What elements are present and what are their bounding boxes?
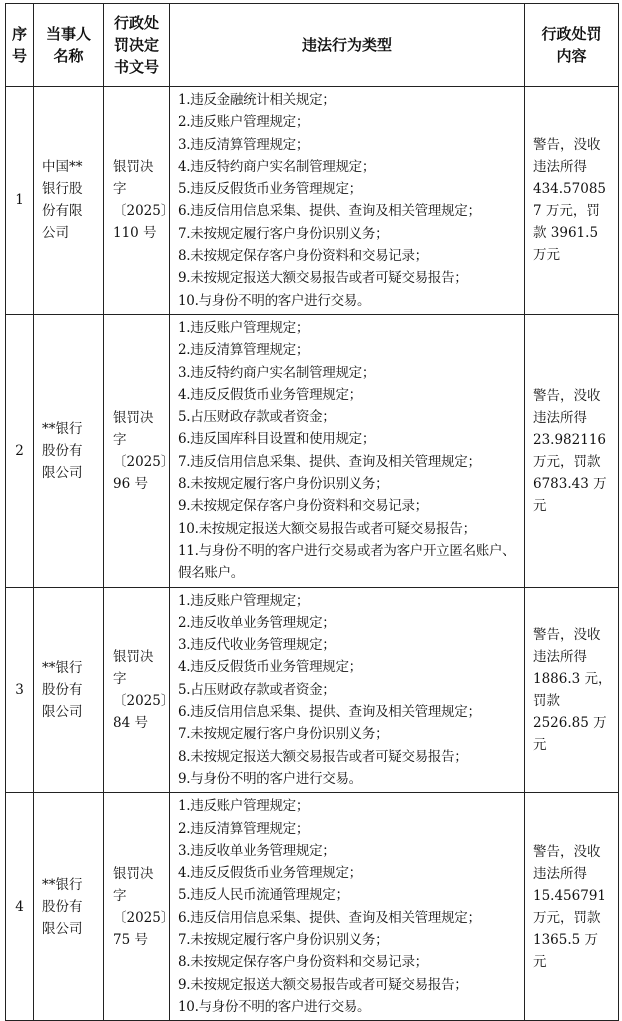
decision-number: 银罚决 字 〔2025〕 84 号 [113,648,175,731]
violation-item: 7.未按规定履行客户身份识别义务； [178,931,389,948]
violation-list [170,793,524,1020]
row-party-cell [34,587,104,793]
violation-item: 6.违反信用信息采集、提供、查询及相关管理规定； [178,704,481,721]
violation-item: 8.未按规定保存客户身份资料和交易记录； [178,248,428,265]
violation-item: 9.与身份不明的客户进行交易。 [178,770,362,787]
decision-number: 银罚决 字 〔2025〕 96 号 [113,409,175,492]
header-party: 当事人 名称 [34,4,104,87]
penalty-table [5,3,619,1021]
header-violation: 违法行为类型 [170,4,525,87]
row-party-cell [34,314,104,587]
row-violation-cell [170,87,525,315]
row-party-cell [34,793,104,1021]
decision-number: 银罚决 字 〔2025〕 75 号 [113,865,175,948]
row-doc-cell [104,587,175,793]
violation-item: 2.违反收单业务管理规定； [178,614,336,631]
row-index: 3 [6,587,34,793]
violation-item: 6.违反信用信息采集、提供、查询及相关管理规定； [178,909,481,926]
penalty-content: 警告，没收 违法所得 1886.3 元， 罚款 2526.85 万 元 [533,626,612,753]
row-party-cell [34,87,104,315]
row-penalty-cell [525,314,619,587]
violation-item: 5.违反人民币流通管理规定； [178,887,349,904]
violation-item: 7.未按规定履行客户身份识别义务； [178,225,389,242]
header-penalty: 行政处罚 内容 [525,4,619,87]
violation-item: 4.违反反假货币业务管理规定； [178,386,362,403]
row-index: 1 [6,87,34,315]
decision-number: 银罚决 字 〔2025〕 110 号 [113,159,175,242]
violation-item: 9.未按规定报送大额交易报告或者可疑交易报告； [178,270,468,287]
table-row [6,87,619,315]
row-penalty-cell [525,87,619,315]
violation-item: 4.违反反假货币业务管理规定； [178,865,362,882]
row-doc-cell [104,793,175,1021]
row-violation-cell [170,587,525,793]
violation-item: 6.违反信用信息采集、提供、查询及相关管理规定； [178,203,481,220]
row-index: 4 [6,793,34,1021]
row-penalty-cell [525,587,619,793]
violation-item: 1.违反账户管理规定； [178,798,310,815]
row-doc-cell [104,314,175,587]
violation-item: 6.违反国库科目设置和使用规定； [178,431,376,448]
party-name: **银行 股份有 限公司 [42,420,83,481]
violation-item: 11.与身份不明的客户进行交易或者为客户开立匿名账户、假名账户。 [178,542,516,582]
header-doc: 行政处 罚决定 书文号 [104,4,170,87]
party-name: **银行 股份有 限公司 [42,659,83,720]
violation-item: 7.未按规定履行客户身份识别义务； [178,726,389,743]
violation-item: 3.违反代收业务管理规定； [178,637,336,654]
violation-item: 4.违反特约商户实名制管理规定； [178,158,376,175]
violation-item: 8.未按规定报送大额交易报告或者可疑交易报告； [178,748,468,765]
violation-item: 5.违反反假货币业务管理规定； [178,181,362,198]
violation-item: 5.占压财政存款或者资金； [178,409,336,426]
penalty-content: 警告，没收 违法所得 434.57085 7 万元，罚 款 3961.5 万元 [533,137,607,264]
violation-item: 1.违反金融统计相关规定； [178,92,336,108]
violation-item: 10.与身份不明的客户进行交易。 [178,292,371,309]
violation-item: 2.违反账户管理规定； [178,114,310,131]
violation-item: 8.未按规定履行客户身份识别义务； [178,476,389,493]
violation-item: 9.未按规定报送大额交易报告或者可疑交易报告； [178,976,468,993]
penalty-content: 警告，没收 违法所得 15.456791 万元，罚款 1365.5 万 元 [533,843,607,970]
violation-item: 3.违反清算管理规定； [178,136,310,153]
party-name: **银行 股份有 限公司 [42,876,83,937]
violation-item: 4.违反反假货币业务管理规定； [178,659,362,676]
table-row [6,587,619,793]
table-row [6,793,619,1021]
violation-item: 3.违反收单业务管理规定； [178,842,336,859]
violation-item: 10.未按规定报送大额交易报告或者可疑交易报告； [178,520,476,537]
violation-list [170,588,524,793]
violation-item: 5.占压财政存款或者资金； [178,681,336,698]
row-violation-cell [170,793,525,1021]
row-index: 2 [6,314,34,587]
violation-item: 9.未按规定保存客户身份资料和交易记录； [178,498,428,515]
violation-item: 2.违反清算管理规定； [178,820,310,837]
row-doc-cell [104,87,175,315]
violation-item: 7.违反信用信息采集、提供、查询及相关管理规定； [178,453,481,470]
table-row [6,314,619,587]
row-penalty-cell [525,793,619,1021]
party-name: 中国** 银行股 份有限 公司 [42,159,83,242]
violation-list [170,87,524,314]
violation-item: 3.违反特约商户实名制管理规定； [178,364,376,381]
violation-item: 1.违反账户管理规定； [178,319,310,336]
violation-item: 1.违反账户管理规定； [178,592,310,609]
header-row [6,4,619,87]
violation-list [170,315,524,587]
penalty-content: 警告，没收 违法所得 23.982116 万元，罚款 6783.43 万 元 [533,387,607,514]
violation-item: 2.违反清算管理规定； [178,342,310,359]
header-index: 序 号 [6,4,34,87]
row-violation-cell [170,314,525,587]
violation-item: 8.未按规定保存客户身份资料和交易记录； [178,954,428,971]
violation-item: 10.与身份不明的客户进行交易。 [178,998,371,1015]
